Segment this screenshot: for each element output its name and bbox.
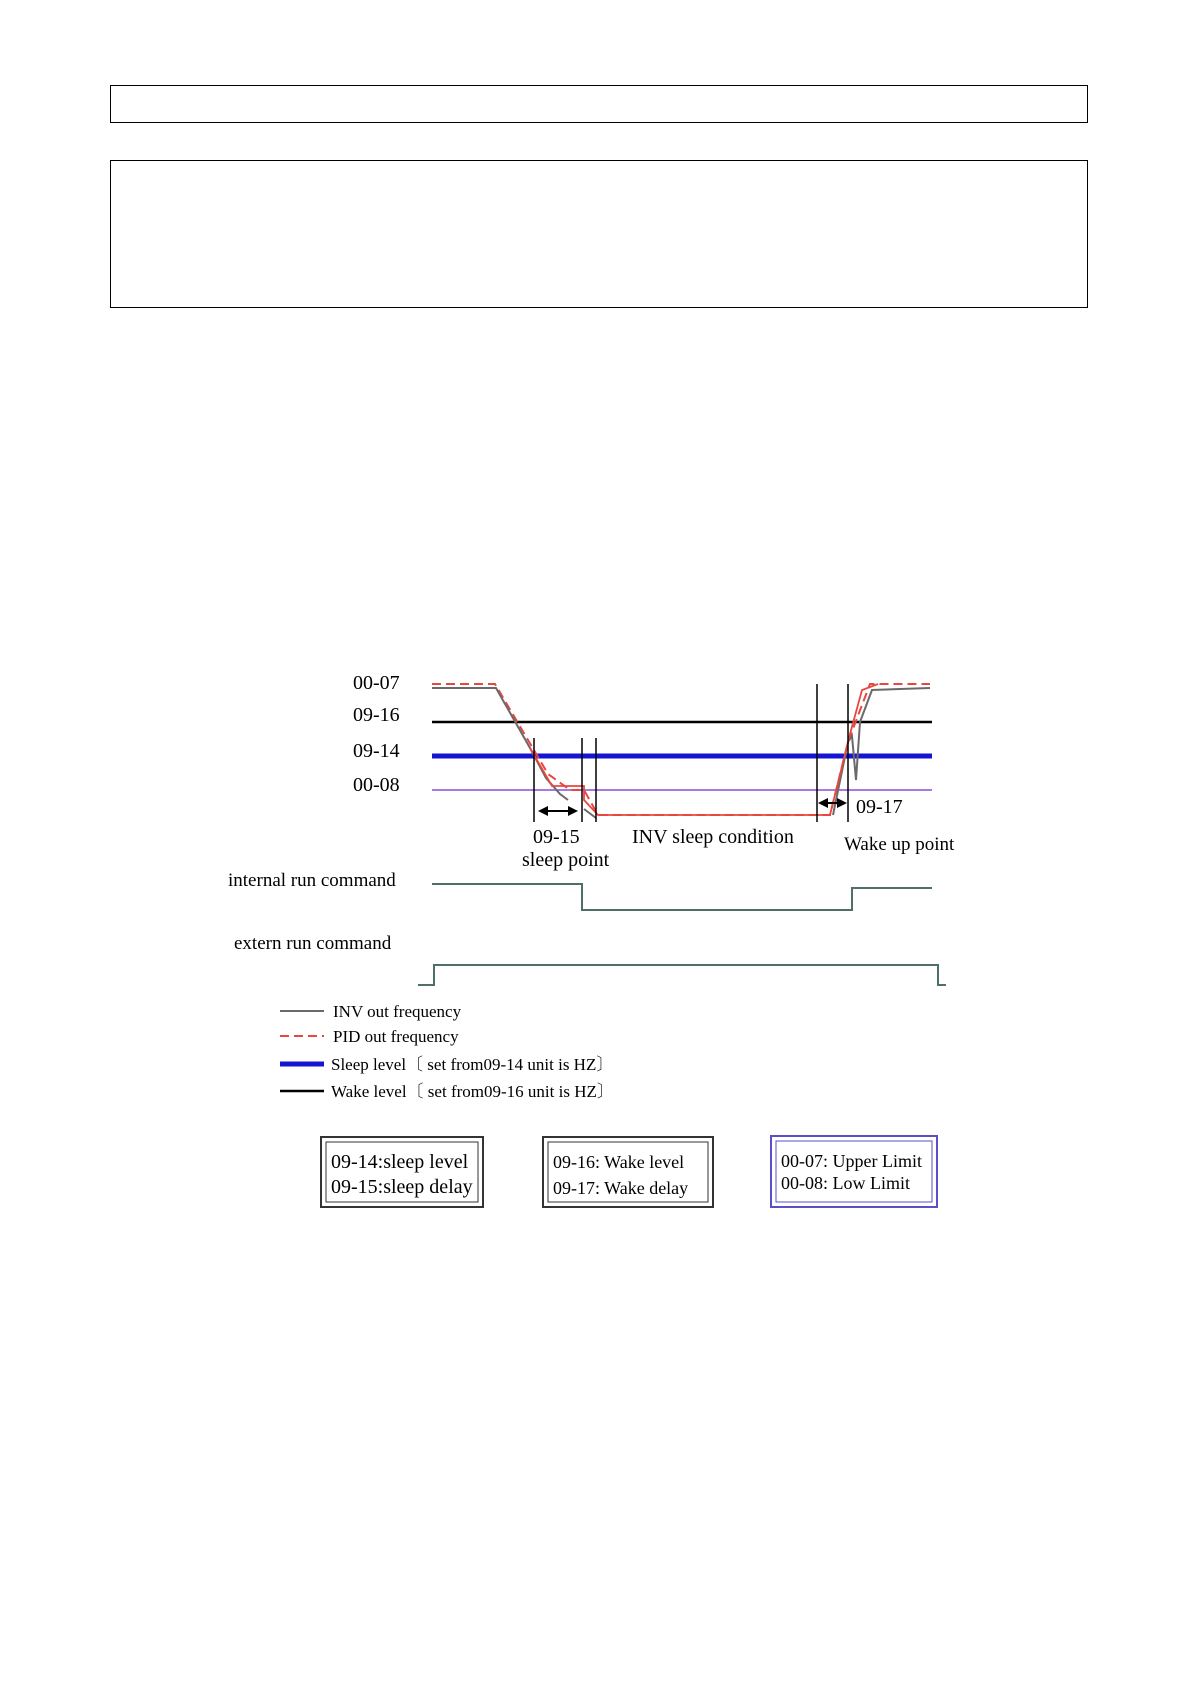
internal-run-signal (432, 884, 932, 910)
extern-run-label: extern run command (234, 933, 392, 954)
sleep-level-label: 09-14 (353, 740, 400, 762)
extern-run-signal (418, 965, 946, 985)
wake-level-label: 09-16 (353, 704, 400, 726)
sleep-delay-arrowhead-right (568, 806, 578, 816)
sleep-condition-label: INV sleep condition (632, 826, 794, 848)
limit-param-box-outer (771, 1136, 937, 1207)
sleep-delay-arrowhead-left (538, 806, 548, 816)
wake-param-line1: 09-16: Wake level (553, 1152, 685, 1172)
internal-run-label: internal run command (228, 870, 396, 891)
inv-out-frequency-trace-down (432, 688, 568, 800)
wake-delay-code: 09-17 (856, 796, 903, 818)
sleep-param-line1: 09-14:sleep level (331, 1151, 469, 1173)
limit-param-line2: 00-08: Low Limit (781, 1173, 910, 1193)
wake-delay-arrowhead-left (818, 798, 828, 808)
legend-inv-label: INV out frequency (333, 1002, 462, 1021)
upper-limit-label: 00-07 (353, 672, 400, 694)
low-limit-label: 00-08 (353, 774, 400, 796)
wake-delay-arrowhead-right (837, 798, 847, 808)
legend-sleep-label: Sleep level〔 set from09-14 unit is HZ〕 (331, 1055, 614, 1074)
sleep-point-label: sleep point (522, 849, 610, 871)
legend-pid-label: PID out frequency (333, 1027, 459, 1046)
wake-up-point-label: Wake up point (844, 834, 955, 855)
limit-param-line1: 00-07: Upper Limit (781, 1151, 922, 1171)
sleep-param-line2: 09-15:sleep delay (331, 1176, 473, 1198)
sleep-delay-code: 09-15 (533, 826, 580, 848)
legend-wake-label: Wake level〔 set from09-16 unit is HZ〕 (331, 1082, 614, 1101)
wake-param-line2: 09-17: Wake delay (553, 1178, 689, 1198)
